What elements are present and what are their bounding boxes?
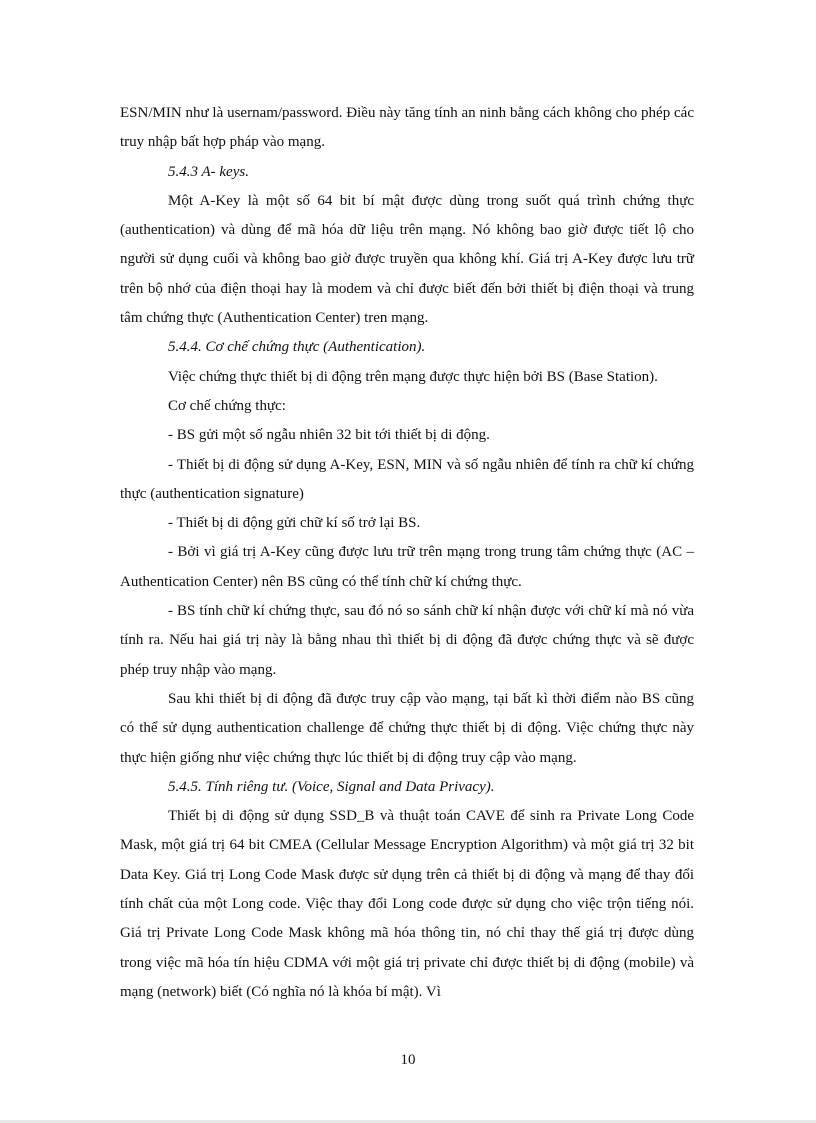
list-item: - Thiết bị di động gửi chữ kí số trở lại BS. <box>168 515 421 532</box>
paragraph-authentication-intro: Việc chứng thực thiết bị di động trên mạng được thực hiện bởi BS (Base Station). <box>168 368 658 385</box>
section-heading-5-4-5: 5.4.5. Tính riêng tư. (Voice, Signal and Data Privacy). <box>168 778 495 795</box>
list-item: - Thiết bị di động sử dụng A-Key, ESN, MIN và số ngẫu nhiên để tính ra chữ kí chứng thực (authentication signature) <box>120 456 694 502</box>
paragraph-a-key: Một A-Key là một số 64 bit bí mật được dùng trong suốt quá trình chứng thực (authentication) và dùng để mã hóa dữ liệu trên mạng. Nó không bao giờ được tiết lộ cho người sử dụng cuối và không bao giờ được truyền qua không khí. Giá trị A-Key được lưu trữ trên bộ nhớ của điện thoại hay là modem và chỉ được biết đến bởi thiết bị điện thoại và trung tâm chứng thực (Authentication Center) tren mạng. <box>120 192 694 327</box>
section-heading-5-4-3: 5.4.3 A- keys. <box>168 163 249 180</box>
list-item: - Bởi vì giá trị A-Key cũng được lưu trữ trên mạng trong trung tâm chứng thực (AC – Authentication Center) nên BS cũng có thể tính chữ kí chứng thực. <box>120 544 694 590</box>
page-number: 10 <box>400 1052 416 1068</box>
page-body <box>120 99 694 1007</box>
paragraph-privacy: Thiết bị di động sử dụng SSD_B và thuật toán CAVE để sinh ra Private Long Code Mask, một giá trị 64 bit CMEA (Cellular Message Encryption Algorithm) và một giá trị 32 bit Data Key. Giá trị Long Code Mask được sử dụng trên cả thiết bị di động và mạng để thay đổi tính chất của một Long code. Việc thay đổi Long code được sử dụng cho việc trộn tiếng nói. Giá trị Private Long Code Mask không mã hóa thông tin, nó chỉ thay thế giá trị được dùng trong việc mã hóa tín hiệu CDMA với một giá trị private chỉ được thiết bị di động (mobile) và mạng (network) biết (Có nghĩa nó là khóa bí mật). Vì <box>120 808 694 1000</box>
list-item: - BS tính chữ kí chứng thực, sau đó nó so sánh chữ kí nhận được với chữ kí mà nó vừa tính ra. Nếu hai giá trị này là bằng nhau thì thiết bị di động đã được chứng thực và sẽ được phép truy nhập vào mạng. <box>120 603 694 678</box>
list-item: - BS gửi một số ngẫu nhiên 32 bit tới thiết bị di động. <box>168 427 490 444</box>
paragraph-mechanism-label: Cơ chế chứng thực: <box>168 397 286 414</box>
section-heading-5-4-4: 5.4.4. Cơ chế chứng thực (Authentication). <box>168 339 426 356</box>
paragraph-continuation: ESN/MIN như là usernam/password. Điều này tăng tính an ninh bằng cách không cho phép các truy nhập bất hợp pháp vào mạng. <box>120 105 694 151</box>
paragraph-challenge: Sau khi thiết bị di động đã được truy cập vào mạng, tại bất kì thời điểm nào BS cũng có thể sử dụng authentication challenge để chứng thực thiết bị di động. Việc chứng thực này thực hiện giống như việc chứng thực lúc thiết bị di động truy cập vào mạng. <box>120 690 694 766</box>
